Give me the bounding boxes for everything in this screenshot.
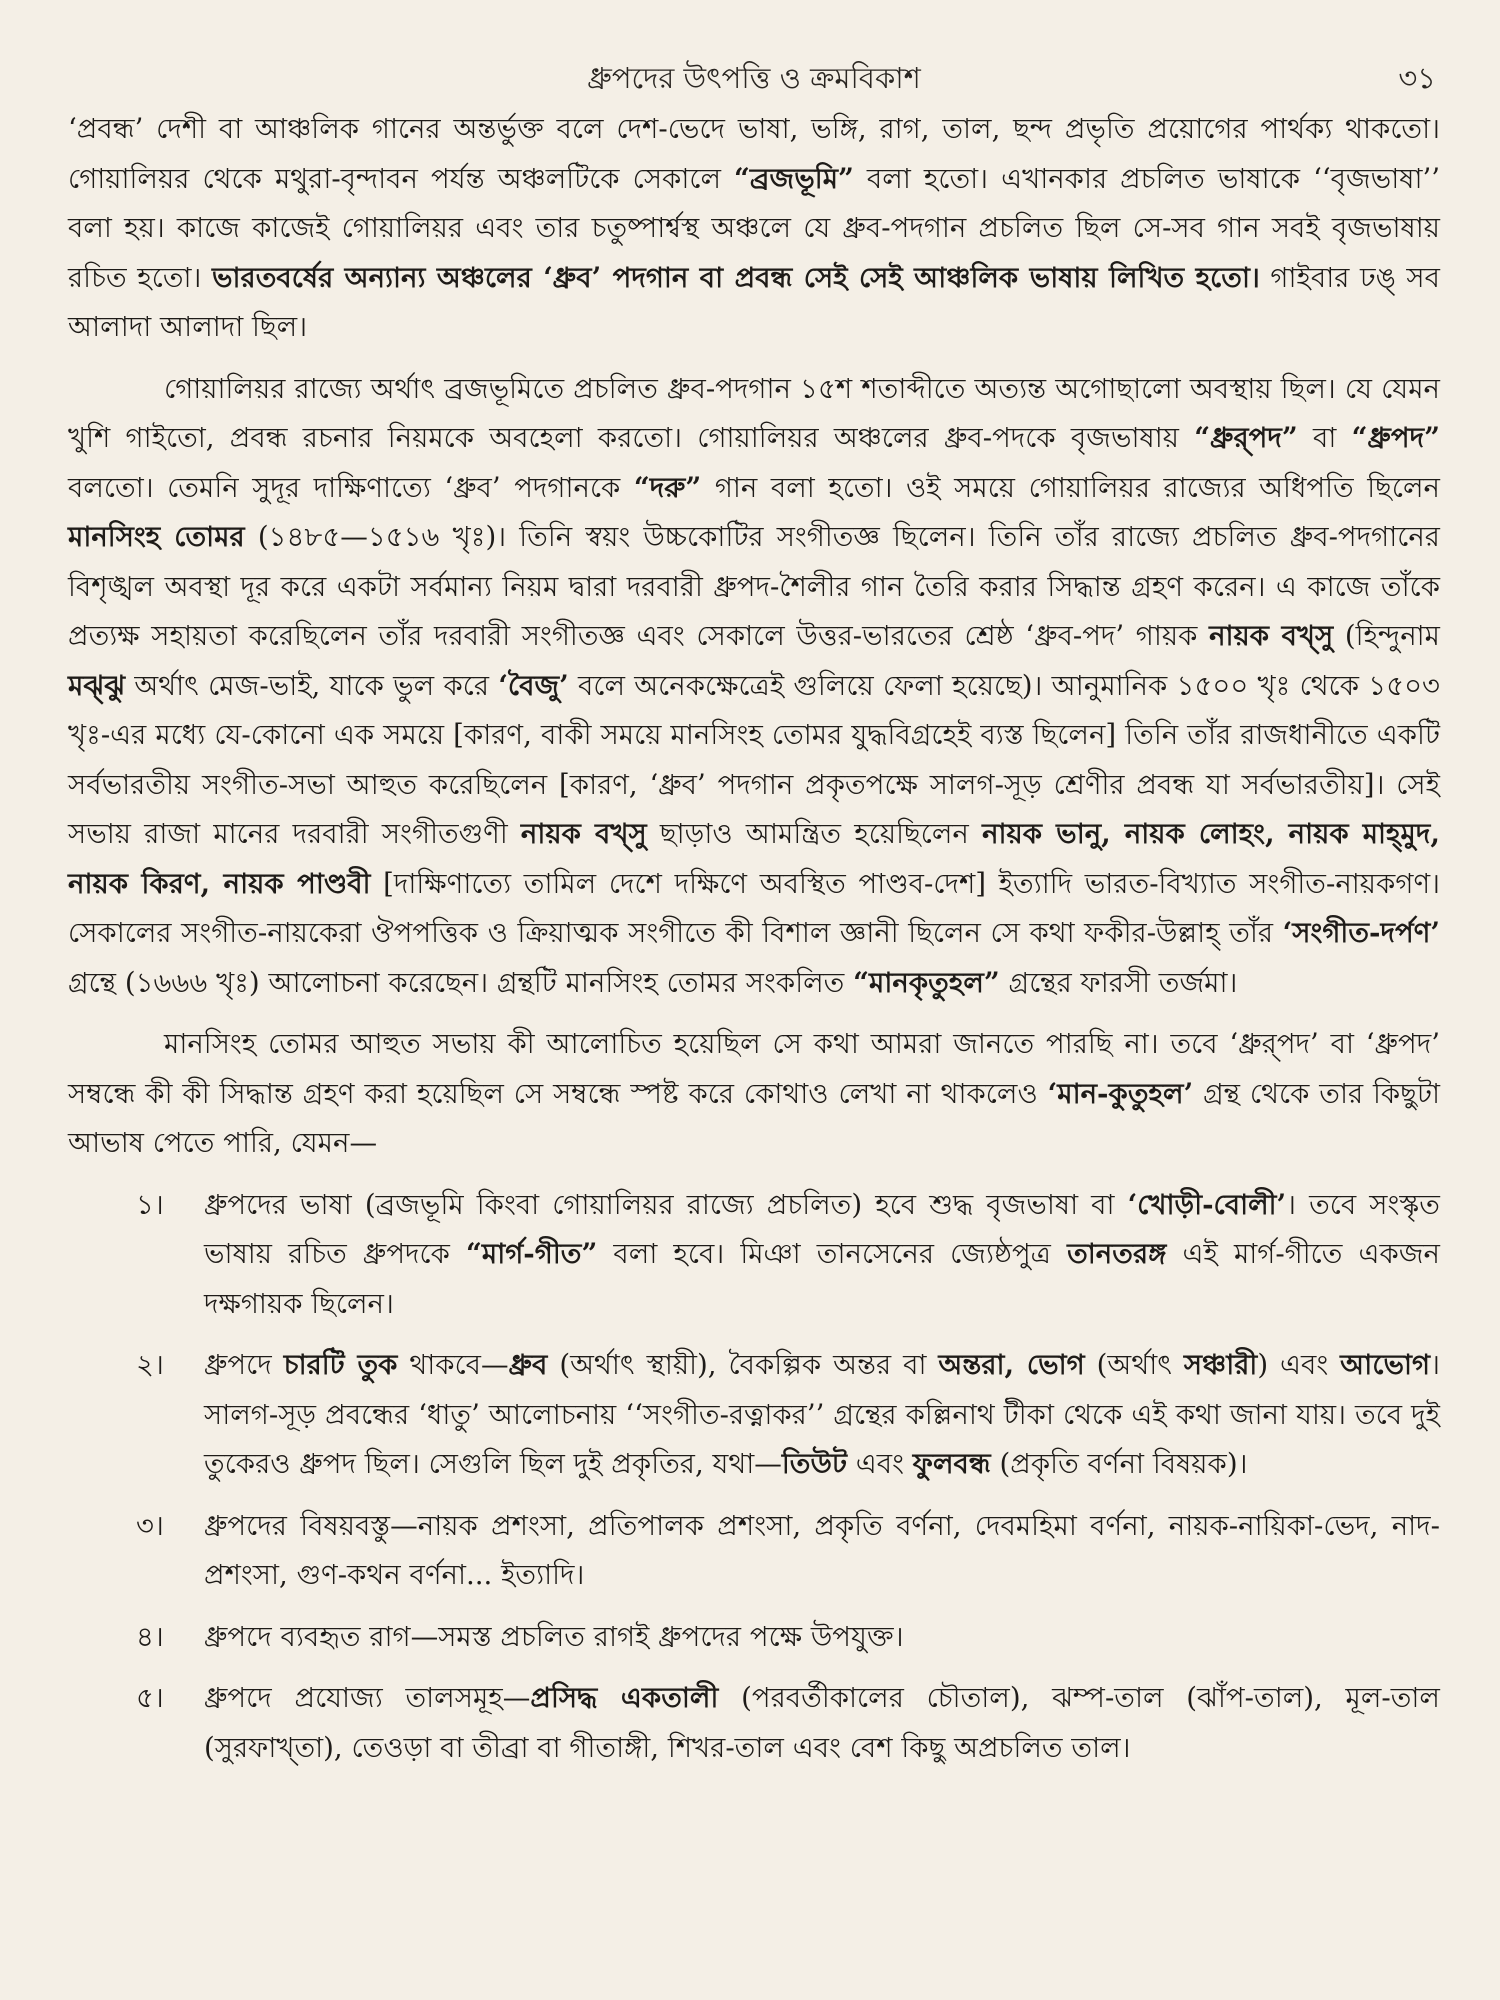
text-run: । তবে সংস্কৃত ভাষায় রচিত ধ্রুপদকে (204, 1187, 1440, 1270)
text-run: । সালগ-সূড় প্রবন্ধের ‘ধাতু’ আলোচনায় ‘‘সংগীত-রত্নাকর’’ গ্রন্থের কল্লিনাথ টীকা থেকে এই কথা জানা যায়। তবে দুই তুকেরও ধ্রুপদ ছিল। সেগুলি ছিল দুই প্রকৃতির, যথা— (204, 1348, 1440, 1480)
text-run: ‘প্রবন্ধ’ দেশী বা আঞ্চলিক গানের অন্তর্ভুক্ত বলে দেশ-ভেদে ভাষা, ভঙ্গি, রাগ, তাল, ছন্দ প্রভৃতি প্রয়োগের পার্থক্য থাকতো। গোয়ালিয়র থেকে মথুরা-বৃন্দাবন পর্যন্ত অঞ্চলটিকে সেকালে (68, 112, 1440, 195)
text-run: ধ্রুপদের ভাষা (ব্রজভূমি কিংবা গোয়ালিয়র রাজ্যে প্রচলিত) হবে শুদ্ধ বৃজভাষা বা (204, 1187, 1128, 1221)
list-item (68, 1612, 1440, 1662)
text-run: গ্রন্থে (১৬৬৬ খৃঃ) আলোচনা করেছেন। গ্রন্থটি মানসিংহ তোমর সংকলিত (68, 965, 854, 999)
text-run: ) এবং (1257, 1348, 1341, 1381)
text-run: (প্রকৃতি বর্ণনা বিষয়ক)। (990, 1447, 1248, 1480)
text-run: গাইবার ঢঙ্‌ সব আলাদা আলাদা ছিল। (68, 260, 1440, 343)
bold-text-run: “মানকৃতুহল” (853, 965, 1000, 999)
bold-text-run: তানতরঙ্গ (1067, 1237, 1167, 1270)
paragraph (68, 364, 1440, 1008)
text-run: ধ্রুপদে (204, 1348, 284, 1381)
list-item (68, 1180, 1440, 1329)
text-run: (হিন্দুনাম (1333, 619, 1440, 652)
list-item (68, 1340, 1440, 1489)
bold-text-run: তিউট (781, 1447, 848, 1480)
bold-text-run: মানসিংহ তোমর (68, 520, 245, 553)
list-item-text (204, 1501, 1440, 1600)
list-item-number: ২। (136, 1348, 164, 1381)
list-item (68, 1501, 1440, 1600)
bold-text-run: ধ্রুব (508, 1348, 548, 1381)
body-text (68, 104, 1440, 1772)
bold-text-run: “মার্গ-গীত” (466, 1237, 598, 1270)
text-run: থাকবে— (397, 1348, 509, 1381)
list-item-text (204, 1612, 1440, 1662)
bold-text-run: ‘মান-কুতুহল’ (1047, 1076, 1194, 1110)
list-item (68, 1673, 1440, 1772)
bold-text-run: প্রসিদ্ধ একতালী (530, 1681, 719, 1714)
text-run: গ্রন্থ থেকে তার কিছুটা আভাষ পেতে পারি, যেমন— (68, 1076, 1440, 1159)
bold-text-run: আভোগ (1340, 1348, 1431, 1381)
bold-text-run: চারটি তুক (283, 1348, 398, 1381)
page-number: ৩১ (1398, 61, 1436, 95)
bold-text-run: অন্তরা, ভোগ (938, 1348, 1085, 1381)
bold-text-run: নায়ক বখ্‌সু (520, 817, 647, 850)
bold-text-run: ভারতবর্ষের অন্যান্য অঞ্চলের ‘ধ্রুব’ পদগান বা প্রবন্ধ সেই সেই আঞ্চলিক ভাষায় লিখিত হতো। (211, 260, 1260, 294)
text-run: (১৪৮৫—১৫১৬ খৃঃ)। তিনি স্বয়ং উচ্চকোটির সংগীতজ্ঞ ছিলেন। তিনি তাঁর রাজ্যে প্রচলিত ধ্রুব-পদগানের বিশৃঙ্খল অবস্থা দূর করে একটা সর্বমান্য নিয়ম দ্বারা দরবারী ধ্রুপদ-শৈলীর গান তৈরি করার সিদ্ধান্ত গ্রহণ করেন। এ কাজে তাঁকে প্রত্যক্ষ সহায়তা করেছিলেন তাঁর দরবারী সংগীতজ্ঞ এবং সেকালে উত্তর-ভারতের শ্রেষ্ঠ ‘ধ্রুব-পদ’ গায়ক (68, 520, 1440, 652)
text-run: বলা হতো। এখানকার প্রচলিত ভাষাকে ‘‘বৃজভাষা’’ বলা হয়। কাজে কাজেই গোয়ালিয়র এবং তার চতুষ্পার্শ্বস্থ অঞ্চলে যে ধ্রুব-পদগান প্রচলিত ছিল সে-সব গান সবই বৃজভাষায় রচিত হতো। (68, 161, 1440, 294)
text-run: গান বলা হতো। ওই সময়ে গোয়ালিয়র রাজ্যের অধিপতি ছিলেন (701, 470, 1440, 504)
text-run: বলতো। তেমনি সুদূর দাক্ষিণাত্যে ‘ধ্রুব’ পদগানকে (68, 470, 634, 504)
list-item-text (204, 1673, 1440, 1772)
text-run: [দাক্ষিণাত্যে তামিল দেশে দক্ষিণে অবস্থিত পাণ্ডব-দেশ] ইত্যাদি ভারত-বিখ্যাত সংগীত-নায়কগণ। সেকালের সংগীত-নায়কেরা ঔপপত্তিক ও ক্রিয়াত্মক সংগীতে কী বিশাল জ্ঞানী ছিলেন সে কথা ফকীর-উল্লাহ্‌ তাঁর (68, 866, 1441, 949)
chapter-title: ধ্রুপদের উৎপত্তি ও ক্রমবিকাশ (587, 61, 921, 95)
text-run: (অর্থাৎ (1084, 1348, 1184, 1381)
text-run: গ্রন্থের ফারসী তর্জমা। (999, 965, 1238, 999)
text-run: ধ্রুপদে প্রযোজ্য তালসমূহ— (204, 1681, 531, 1714)
text-run: (অর্থাৎ স্থায়ী), বৈকল্পিক অন্তর বা (547, 1348, 939, 1381)
text-run: ছাড়াও আমন্ত্রিত হয়েছিলেন (646, 817, 983, 850)
text-run: বলা হবে। মিঞা তানসেনের জ্যেষ্ঠপুত্র (597, 1237, 1068, 1270)
text-run: এই মার্গ-গীতে একজন দক্ষগায়ক ছিলেন। (204, 1237, 1440, 1320)
bold-text-run: ফুলবন্ধ (912, 1447, 991, 1480)
text-run: ধ্রুপদে ব্যবহৃত রাগ—সমস্ত প্রচলিত রাগই ধ্রুপদের পক্ষে উপযুক্ত। (204, 1619, 904, 1653)
bold-text-run: সঞ্চারী (1183, 1348, 1258, 1381)
bold-text-run: ‘বৈজু’ (498, 668, 569, 702)
bold-text-run: “ধ্রুর্‌পদ” (1194, 421, 1298, 454)
list-item-number: ৩। (136, 1508, 164, 1542)
bold-text-run: ‘সংগীত-দর্পণ’ (1282, 916, 1440, 949)
bold-text-run: “ধ্রুপদ” (1351, 421, 1440, 454)
text-run: বা (1297, 421, 1352, 454)
bold-text-run: “ব্রজভূমি” (734, 161, 854, 195)
list-item-text (204, 1180, 1440, 1329)
running-head (68, 52, 1440, 104)
bold-text-run: ‘খোড়ী-বোলী’ (1127, 1187, 1287, 1221)
text-run: গোয়ালিয়র রাজ্যে অর্থাৎ ব্রজভূমিতে প্রচলিত ধ্রুব-পদগান ১৫শ শতাব্দীতে অত্যন্ত অগোছালো অবস্থায় ছিল। যে যেমন খুশি গাইতো, প্রবন্ধ রচনার নিয়মকে অবহেলা করতো। গোয়ালিয়র অঞ্চলের ধ্রুব-পদকে বৃজভাষায় (68, 371, 1441, 454)
numbered-list (68, 1180, 1440, 1773)
text-run: এবং (847, 1447, 913, 1480)
text-run: অর্থাৎ মেজ-ভাই, যাকে ভুল করে (125, 668, 499, 702)
bold-text-run: “দরু” (633, 470, 702, 504)
paragraphs (68, 104, 1440, 1168)
bold-text-run: মঝ্‌ঝু (68, 668, 126, 702)
text-run: বলে অনেকক্ষেত্রেই গুলিয়ে ফেলা হয়েছে)। আনুমানিক ১৫০০ খৃঃ থেকে ১৫০৩ খৃঃ-এর মধ্যে যে-কোনো এক সময়ে [কারণ, বাকী সময়ে মানসিংহ তোমর যুদ্ধবিগ্রহেই ব্যস্ত ছিলেন] তিনি তাঁর রাজধানীতে একটি সর্বভারতীয় সংগীত-সভা আহুত করেছিলেন [কারণ, ‘ধ্রুব’ পদগান প্রকৃতপক্ষে সালগ-সূড় শ্রেণীর প্রবন্ধ যা সর্বভারতীয়]। সেই সভায় রাজা মানের দরবারী সংগীতগুণী (68, 668, 1440, 850)
text-run: ধ্রুপদের বিষয়বস্তু—নায়ক প্রশংসা, প্রতিপালক প্রশংসা, প্রকৃতি বর্ণনা, দেবমহিমা বর্ণনা, নায়ক-নায়িকা-ভেদ, নাদ-প্রশংসা, গুণ-কথন বর্ণনা... ইত্যাদি। (204, 1508, 1440, 1591)
list-item-number: ৪। (136, 1619, 164, 1653)
bold-text-run: নায়ক ভানু, নায়ক লোহং, নায়ক মাহ্‌মুদ, নায়ক কিরণ, নায়ক পাণ্ডবী (68, 817, 1440, 900)
list-item-text (204, 1340, 1440, 1489)
paragraph (68, 1019, 1440, 1168)
text-run: (পরবর্তীকালের চৌতাল), ঝম্প-তাল (ঝাঁপ-তাল), মূল-তাল (সুরফাখ্‌তা), তেওড়া বা তীব্রা বা গীতাঙ্গী, শিখর-তাল এবং বেশ কিছু অপ্রচলিত তাল। (204, 1681, 1440, 1764)
list-item-number: ৫। (136, 1681, 164, 1714)
text-run: মানসিংহ তোমর আহুত সভায় কী আলোচিত হয়েছিল সে কথা আমরা জানতে পারছি না। তবে ‘ধ্রুর্‌পদ’ বা ‘ধ্রুপদ’ সম্বন্ধে কী কী সিদ্ধান্ত গ্রহণ করা হয়েছিল সে সম্বন্ধে স্পষ্ট করে কোথাও লেখা না থাকলেও (68, 1027, 1440, 1110)
list-item-number: ১। (136, 1187, 164, 1221)
paragraph (68, 104, 1440, 352)
bold-text-run: নায়ক বখ্‌সু (1209, 619, 1334, 652)
